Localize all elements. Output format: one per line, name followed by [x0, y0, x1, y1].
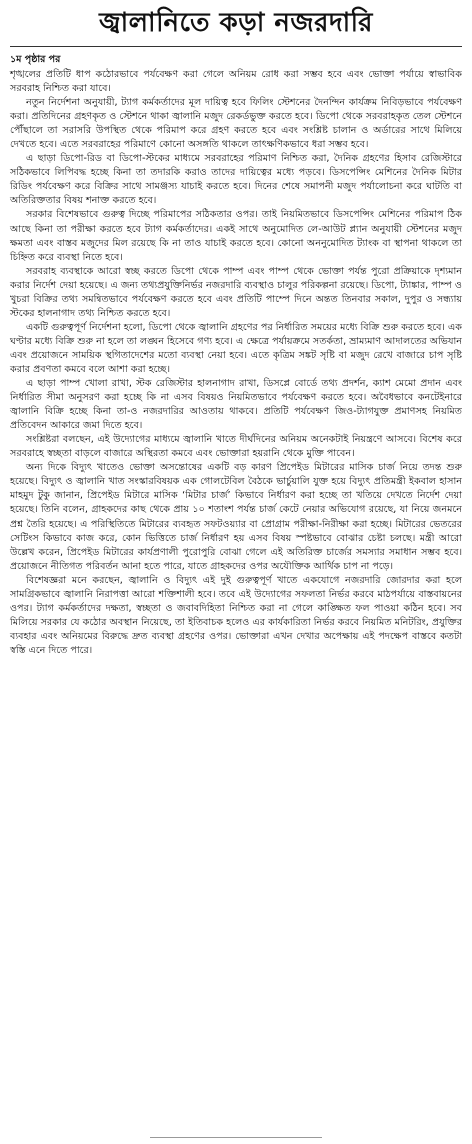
article-paragraph: নতুন নির্দেশনা অনুযায়ী, ট্যাগ কর্মকর্তাদের মূল দায়িত্ব হবে ফিলিং স্টেশনের দৈনন্দিন কার্যক্রম নিবিড়ভাবে পর্যবেক্ষণ করা। প্রতিদিনের গ্রহণকৃত ও স্টেশনে থাকা জ্বালানি মজুদ রেকর্ডভুক্ত করতে হবে। ডিপো থেকে সরবরাহকৃত তেল স্টেশনে পৌঁছালে তা সরাসরি উপস্থিত থেকে পরিমাপ করে গ্রহণ করতে হবে এবং সংশ্লিষ্ট চালান ও অর্ডারের সাথে মিলিয়ে দেখতে হবে। এতে সরবরাহের পরিমাণে কোনো অসঙ্গতি থাকলে তাৎক্ষণিকভাবে ধরা সম্ভব হবে।	[10, 97, 462, 151]
article-paragraph: সরকার বিশেষভাবে গুরুত্ব দিচ্ছে পরিমাপের সঠিকতার ওপর। তাই নিয়মিতভাবে ডিসপেন্সিং মেশিনের পরিমাপ ঠিক আছে কিনা তা পরীক্ষা করতে হবে ট্যাগ কর্মকর্তাদের। একই সাথে অনুমোদিত লে-আউট প্ল্যান অনুযায়ী স্টেশনের মজুদ ক্ষমতা এবং বাস্তব মজুদের মিল রয়েছে কি না তাও যাচাই করতে হবে। কোনো অননুমোদিত ট্যাংক বা স্থাপনা থাকলে তা চিহ্নিত করে ব্যবস্থা নিতে হবে।	[10, 209, 462, 263]
article-paragraph: এ ছাড়া পাম্প খোলা রাখা, স্টক রেজিস্টার হালনাগাদ রাখা, ডিসপ্লে বোর্ডে তথ্য প্রদর্শন, ক্যাশ মেমো প্রদান এবং নির্ধারিত সীমা অনুসরণ করা হচ্ছে কি না এসব বিষয়ও নিয়মিতভাবে পর্যবেক্ষণ করতে হবে। অবৈধভাবে কনটেইনারে জ্বালানি বিক্রি হচ্ছে কিনা তা-ও নজরদারির আওতায় থাকবে। প্রতিটি পর্যবেক্ষণ জিও-ট্যাগযুক্ত প্রমাণসহ নিয়মিত প্রতিবেদন আকারে জমা দিতে হবে।	[10, 378, 462, 432]
article-paragraph: একটি গুরুত্বপূর্ণ নির্দেশনা হলো, ডিপো থেকে জ্বালানি গ্রহণের পর নির্ধারিত সময়ের মধ্যে বিক্রি শুরু করতে হবে। এক ঘণ্টার মধ্যে বিক্রি শুরু না হলে তা লঙ্ঘন হিসেবে গণ্য হবে। এ ক্ষেত্রে পর্যায়ক্রমে সতর্কতা, ভ্রাম্যমাণ আদালতের অভিযান এবং প্রয়োজনে সাময়িক স্থগিতাদেশের মতো ব্যবস্থা নেয়া হবে। এতে কৃত্রিম সঙ্কট সৃষ্টি বা মজুদ রেখে বাজারে চাপ সৃষ্টি করার প্রবণতা কমবে বলে আশা করা হচ্ছে।	[10, 321, 462, 375]
article-body	[10, 68, 462, 658]
page-bottom-rule	[150, 1137, 322, 1138]
headline-divider	[10, 46, 462, 47]
article-paragraph: এ ছাড়া ডিপো-রিড বা ডিপো-স্টকের মাধ্যমে সরবরাহের পরিমাণ নিশ্চিত করা, দৈনিক গ্রহণের হিসাব রেজিস্টারে সঠিকভাবে লিপিবদ্ধ হচ্ছে কিনা তা তদারকি করাও তাদের দায়িত্বের মধ্যে পড়বে। ডিসপেন্সিং মেশিনের দৈনিক মিটার রিডিং পর্যবেক্ষণ করে বিক্রির সাথে সামঞ্জস্য যাচাই করতে হবে। দিনের শেষে সমাপনী মজুদ পর্যালোচনা করে ঘাটতি বা অতিরিক্ততার বিষয় শনাক্ত করতে হবে।	[10, 153, 462, 207]
article-paragraph: সরবরাহ ব্যবস্থাকে আরো স্বচ্ছ করতে ডিপো থেকে পাম্প এবং পাম্প থেকে ভোক্তা পর্যন্ত পুরো প্রক্রিয়াকে দৃশ্যমান করার নির্দেশ দেয়া হয়েছে। এ জন্য তথ্যপ্রযুক্তিনির্ভর নজরদারি ব্যবস্থাও চালুর পরিকল্পনা রয়েছে। ডিপো, ট্যাঙ্কার, পাম্প ও খুচরা বিক্রির তথ্য সমন্বিতভাবে পর্যবেক্ষণ করতে হবে এবং প্রতিটি পাম্পে দিনে অন্তত তিনবার সকাল, দুপুর ও সন্ধ্যায় স্টকের হালনাগাদ তথ্য নিশ্চিত করতে হবে।	[10, 265, 462, 319]
continued-from-label: ১ম পৃষ্ঠার পর	[10, 54, 61, 65]
article-headline: জ্বালানিতে কড়া নজরদারি	[99, 8, 373, 38]
article-paragraph: সংশ্লিষ্টরা বলছেন, এই উদ্যোগের মাধ্যমে জ্বালানি খাতে দীর্ঘদিনের অনিয়ম অনেকটাই নিয়ন্ত্রণে আসবে। বিশেষ করে সরবরাহে স্বচ্ছতা বাড়লে বাজারে অস্থিরতা কমবে এবং ভোক্তারা হয়রানি থেকে মুক্তি পাবেন।	[10, 434, 462, 460]
article-paragraph: শৃঙ্খলের প্রতিটি ধাপ কঠোরভাবে পর্যবেক্ষণ করা গেলে অনিয়ম রোধ করা সম্ভব হবে এবং ভোক্তা পর্যায়ে স্বাভাবিক সরবরাহ নিশ্চিত করা যাবে।	[10, 69, 462, 95]
article-paragraph: বিশেষজ্ঞরা মনে করছেন, জ্বালানি ও বিদ্যুৎ এই দুই গুরুত্বপূর্ণ খাতে একযোগে নজরদারি জোরদার করা হলে সামগ্রিকভাবে জ্বালানি নিরাপত্তা আরো শক্তিশালী হবে। তবে এই উদ্যোগের সফলতা নির্ভর করবে মাঠপর্যায়ে বাস্তবায়নের ওপর। ট্যাগ কর্মকর্তাদের দক্ষতা, স্বচ্ছতা ও জবাবদিহিতা নিশ্চিত করা না গেলে কাঙ্ক্ষিত ফল পাওয়া কঠিন হবে। সব মিলিয়ে সরকার যে কঠোর অবস্থান নিয়েছে, তা ইতিবাচক হলেও এর কার্যকারিতা নির্ভর করবে নিয়মিত মনিটরিং, প্রযুক্তির ব্যবহার এবং অনিয়মের বিরুদ্ধে দ্রুত ব্যবস্থা গ্রহণের ওপর। ভোক্তারা এখন দেখার অপেক্ষায় এই পদক্ষেপ বাস্তবে কতটা স্বস্তি এনে দিতে পারে।	[10, 574, 462, 656]
article-paragraph: অন্য দিকে বিদ্যুৎ খাতেও ভোক্তা অসন্তোষের একটি বড় কারণ প্রিপেইড মিটারের মাসিক চার্জ নিয়ে তদন্ত শুরু হয়েছে। বিদ্যুৎ ও জ্বালানি খাত সংস্কারবিষয়ক এক গোলটেবিল বৈঠকে ভার্চুয়ালি যুক্ত হয়ে বিদ্যুৎ প্রতিমন্ত্রী ইকবাল হাসান মাহমুদ টুকু জানান, প্রিপেইড মিটারে মাসিক ‘মিটার চার্জ’ কিভাবে নির্ধারণ করা হচ্ছে তা খতিয়ে দেখতে নির্দেশ দেয়া হয়েছে। তিনি বলেন, গ্রাহকদের কাছ থেকে প্রায় ১০ শতাংশ পর্যন্ত চার্জ কেটে নেয়ার অভিযোগ রয়েছে, যা নিয়ে জনমনে প্রশ্ন তৈরি হয়েছে। এ পরিস্থিতিতে মিটারের ব্যবহৃত সফটওয়্যার বা প্রোগ্রাম পরীক্ষা-নিরীক্ষা করা হচ্ছে। মিটারের ভেতরের সেটিংস কিভাবে কাজ করে, কোন ভিত্তিতে চার্জ নির্ধারণ হয় এসব বিষয় স্পষ্টভাবে বোঝার চেষ্টা চলছে। মন্ত্রী আরো উল্লেখ করেন, প্রিপেইড মিটারের কার্যপ্রণালী পুরোপুরি বোঝা গেলে এই অতিরিক্ত চার্জের সমস্যার সমাধান সম্ভব হবে। প্রয়োজনে নীতিগত পরিবর্তন আনা হতে পারে, যাতে গ্রাহকদের ওপর অযৌক্তিক আর্থিক চাপ না পড়ে।	[10, 462, 462, 572]
